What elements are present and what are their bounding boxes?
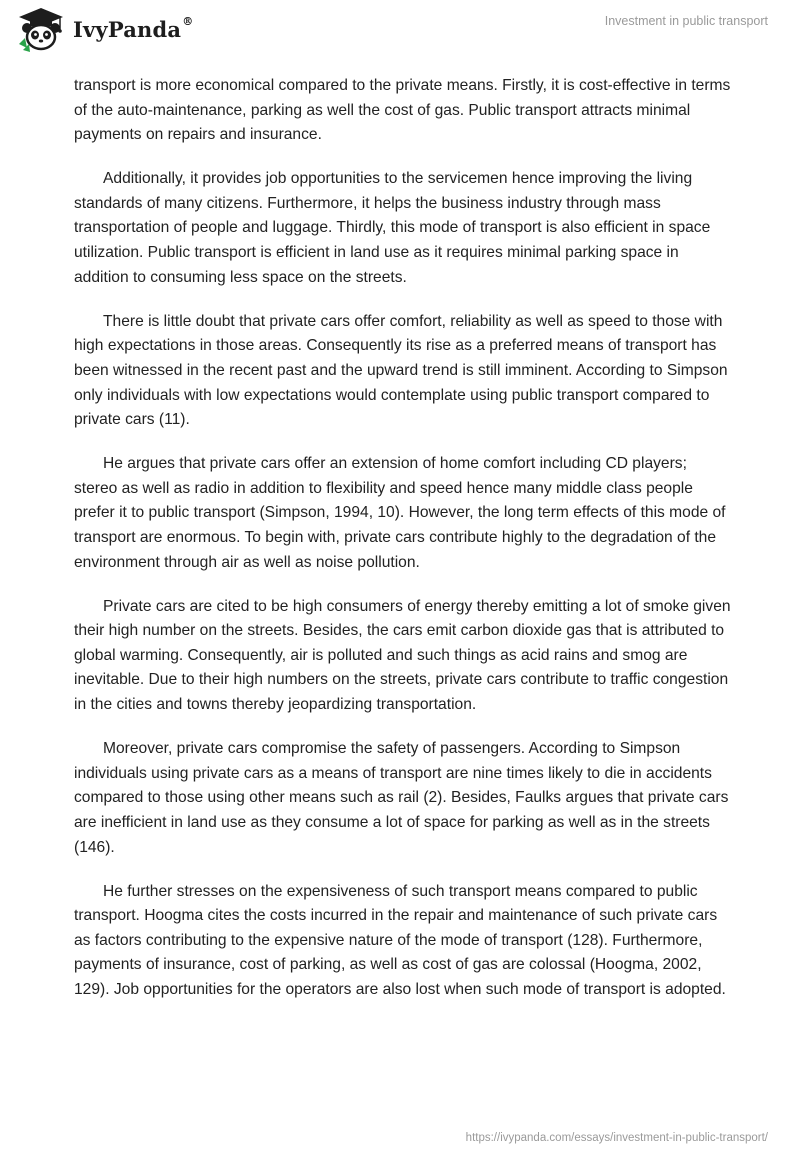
paragraph: Private cars are cited to be high consumers of energy thereby emitting a lot of smoke given their high number on the streets. Besides, the cars emit carbon dioxide gas that is attributed to global warming. Consequently, air is polluted and such things as acid rains and smog are inevitable. Due to their high numbers on the streets, private cars contribute to traffic congestion in the cities and towns thereby jeopardizing transportation. bbox=[74, 597, 731, 714]
paragraph: He argues that private cars offer an extension of home comfort including CD players; stereo as well as radio in addition to flexibility and speed hence many middle class people prefer it to public transport (Simpson, 1994, 10). However, the long term effects of this mode of transport are enormous. To begin with, private cars contribute highly to the degradation of the environment through air as well as noise pollution. bbox=[74, 455, 726, 571]
brand-name: IvyPanda® bbox=[73, 14, 194, 42]
essay-body bbox=[74, 74, 734, 1022]
panda-graduation-cap-icon bbox=[15, 6, 67, 52]
source-url-link[interactable]: https://ivypanda.com/essays/investment-in-public-transport/ bbox=[465, 1132, 768, 1144]
brand-logo[interactable] bbox=[15, 6, 193, 52]
paragraph: There is little doubt that private cars offer comfort, reliability as well as speed to those with high expectations in those areas. Consequently its rise as a preferred means of transport has been witnessed in the recent past and the upward trend is still imminent. According to Simpson only individuals with low expectations would contemplate using public transport compared to private cars (11). bbox=[74, 312, 728, 429]
registered-mark: ® bbox=[182, 14, 194, 28]
paragraph: Additionally, it provides job opportunities to the servicemen hence improving the living standards of many citizens. Furthermore, it helps the business industry through mass transportation of people and luggage. Thirdly, this mode of transport is also efficient in space utilization. Public transport is efficient in land use as it requires minimal parking space in addition to consuming less space on the streets. bbox=[74, 170, 711, 286]
page-header bbox=[0, 0, 800, 60]
paragraph: He further stresses on the expensiveness of such transport means compared to public transport. Hoogma cites the costs incurred in the repair and maintenance of such private cars as factors contributing to the expensive nature of the mode of transport (128). Furthermore, payments of insurance, cost of parking, as well as cost of gas are colossal (Hoogma, 2002, 129). Job opportunities for the operators are also lost when such mode of transport is adopted. bbox=[74, 882, 726, 998]
document-title: Investment in public transport bbox=[604, 14, 768, 28]
paragraph: Moreover, private cars compromise the safety of passengers. According to Simpson individuals using private cars as a means of transport are nine times likely to die in accidents compared to those using other means such as rail (2). Besides, Faulks argues that private cars are inefficient in land use as they consume a lot of space for parking as well as in the streets (146). bbox=[74, 740, 729, 856]
paragraph: transport is more economical compared to the private means. Firstly, it is cost-effective in terms of the auto-maintenance, parking as well the cost of gas. Public transport attracts minimal payments on repairs and insurance. bbox=[74, 77, 731, 144]
